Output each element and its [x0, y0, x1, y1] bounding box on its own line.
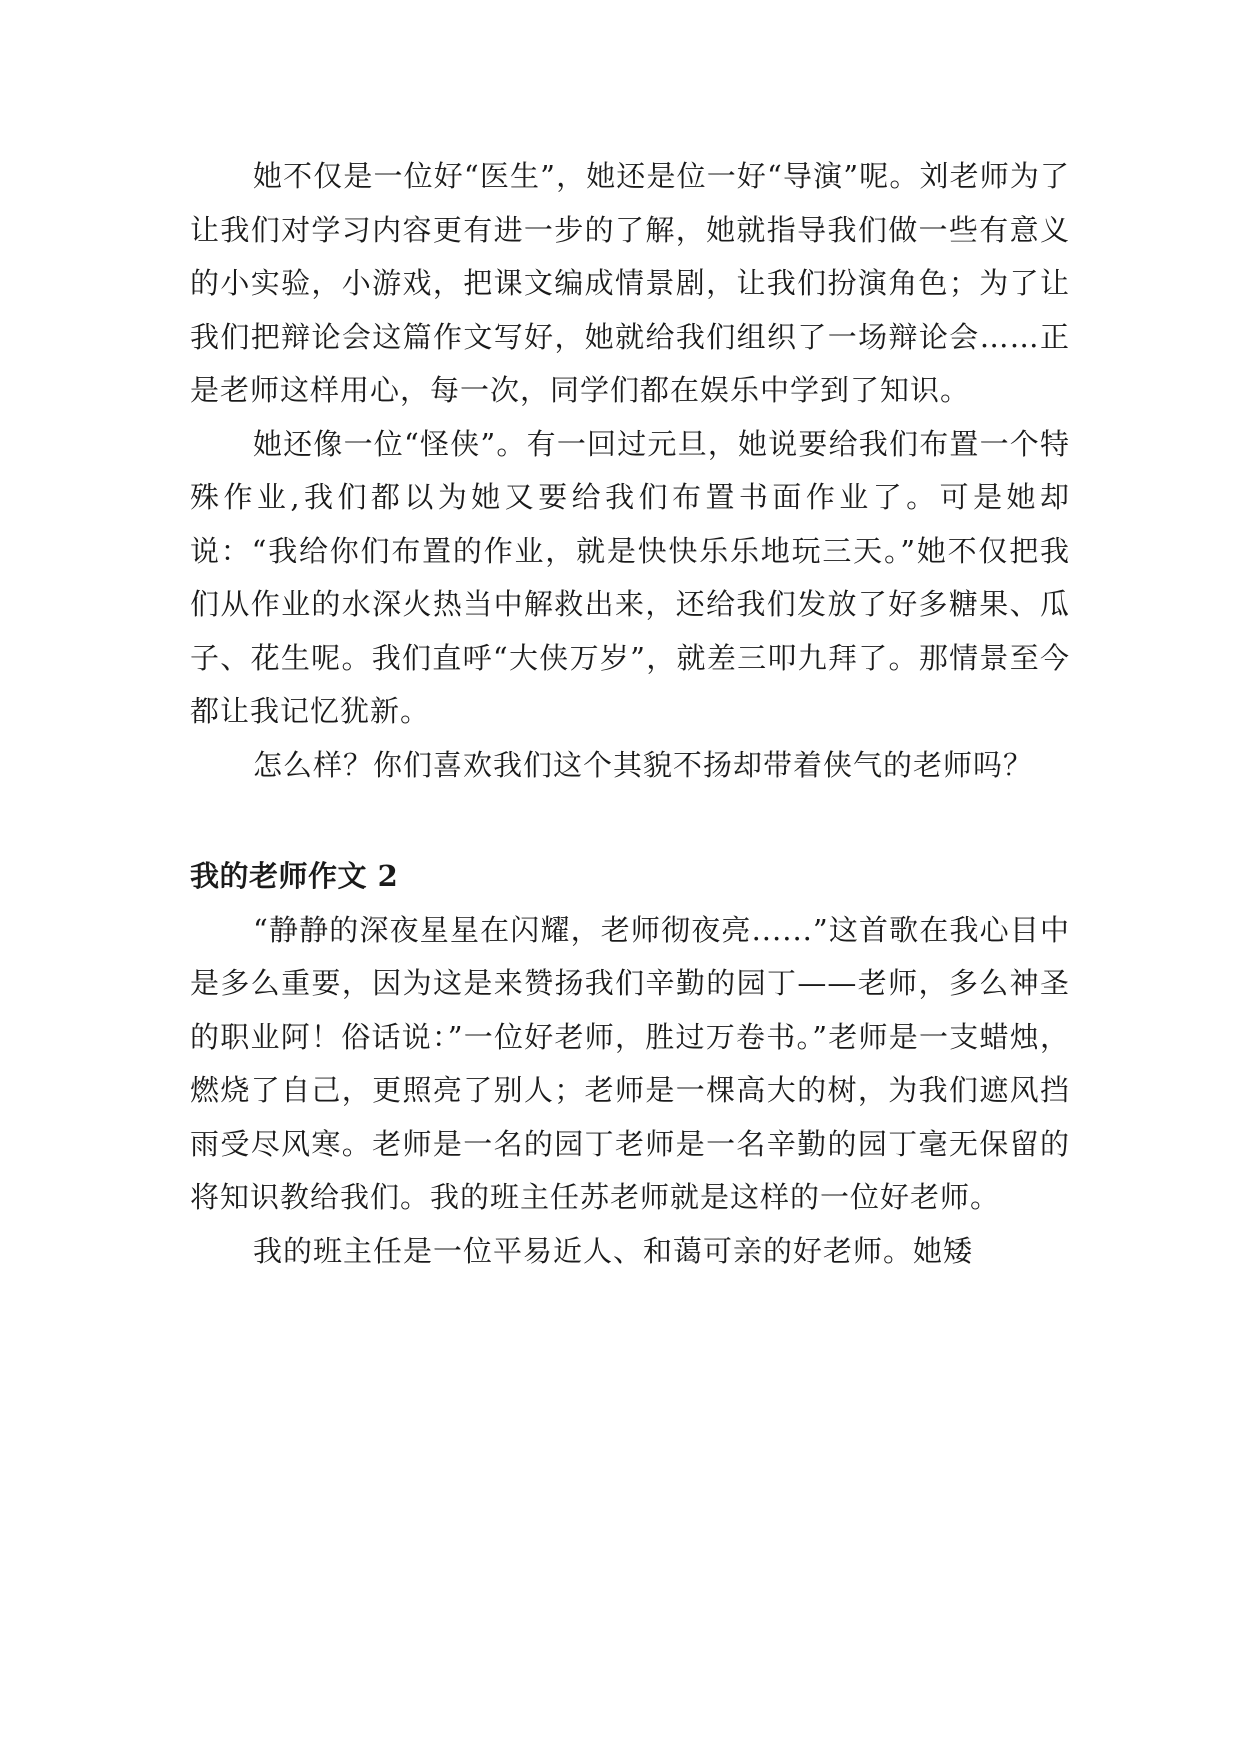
paragraph-question: 怎么样？你们喜欢我们这个其貌不扬却带着侠气的老师吗？: [253, 747, 1034, 782]
paragraph-doctor-director: 她不仅是一位好“医生”，她还是位一好“导演”呢。刘老师为了让我们对学习内容更有进一步的了解，她就指导我们做一些有意义的小实验，小游戏，把课文编成情景剧，让我们扮演角色；为了让我们把辩论会这篇作文写好，她就给我们组织了一场辩论会……正是老师这样用心，每一次，同学们都在娱乐中学到了知识。: [190, 159, 1070, 407]
section-title: 我的老师作文 2: [190, 859, 399, 893]
paragraph-class-teacher: 我的班主任是一位平易近人、和蔼可亲的好老师。她矮: [253, 1233, 974, 1268]
paragraph-song-intro: “静静的深夜星星在闪耀，老师彻夜亮......”这首歌在我心目中是多么重要，因为这是来赞扬我们辛勤的园丁——老师，多么神圣的职业阿！俗话说：”一位好老师，胜过万卷书。”老师是一支蜡烛，燃烧了自己，更照亮了别人；老师是一棵高大的树，为我们遮风挡雨受尽风寒。老师是一名的园丁老师是一名辛勤的园丁毫无保留的将知识教给我们。我的班主任苏老师就是这样的一位好老师。: [190, 912, 1070, 1214]
document-page: [190, 150, 1070, 1278]
paragraph-strange-hero: 她还像一位“怪侠”。有一回过元旦，她说要给我们布置一个特殊作业,我们都以为她又要给我们布置书面作业了。可是她却说：“我给你们布置的作业，就是快快乐乐地玩三天。”她不仅把我们从作业的水深火热当中解救出来，还给我们发放了好多糖果、瓜子、花生呢。我们直呼“大侠万岁”，就差三叩九拜了。那情景至今都让我记忆犹新。: [190, 426, 1070, 728]
